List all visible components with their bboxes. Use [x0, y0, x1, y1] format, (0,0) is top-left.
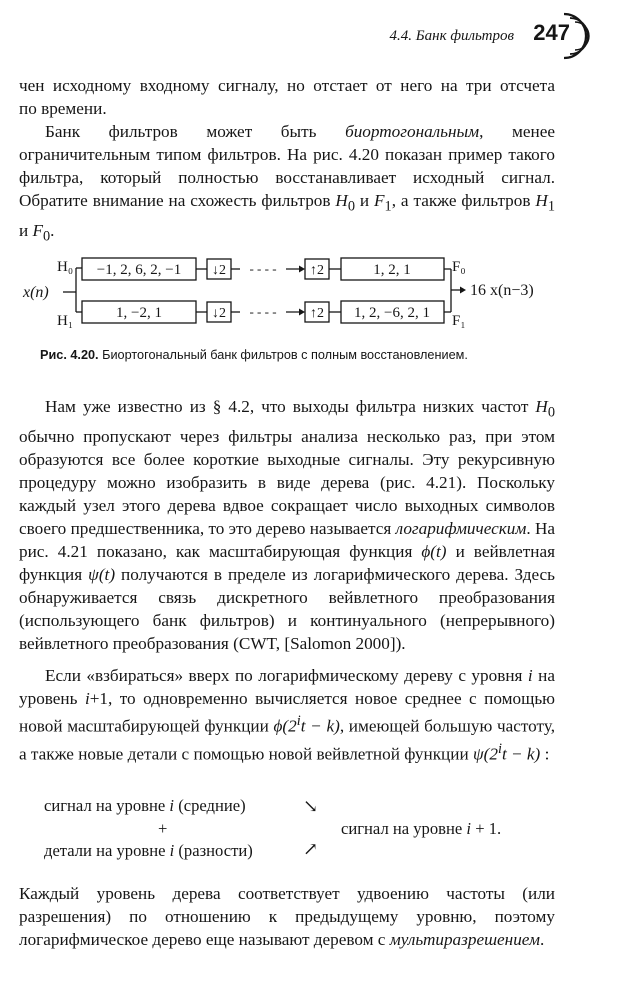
- downsampler-lower: ↓2: [212, 306, 226, 321]
- figure-caption-text: Биортогональный банк фильтров с полным восстановлением.: [98, 348, 468, 362]
- upper-branch-label: H₀: [57, 259, 74, 275]
- dots-upper: - - - -: [249, 261, 277, 276]
- paragraph-log-tree: Нам уже известно из § 4.2, что выходы фильтра низких частот $H_0$ обычно пропускают через фильтры анализа несколько раз, при этом образуются все более короткие выходные сигналы. Эту рекурсивную процедуру можно изобразить в виде дерева (рис. 4.21). Поскольку каждый узел этого дерева вдвое сокращает число выходных символов своего предшественника, то это дерево называется логарифмическим. На рис. 4.21 показано, как масштабирующая функция ϕ(t) и вейвлетная функция ψ(t) получаются в пределе из логарифмического дерева. Здесь обнаруживается связь дискретного вейвлетного преобразования (использующего банк фильтров) и континуального (непрерывного) вейвлетного преобразования (CWT, [Salomon 2000]).: [19, 397, 555, 654]
- paragraph-multiresolution: Каждый уровень дерева соответствует удвоению частоты (или разрешения) по отношению к предыдущему уровню, поэтому логарифмическое дерево еще называют деревом с мультиразрешением.: [19, 884, 555, 950]
- running-header-title: 4.4. Банк фильтров: [389, 28, 514, 44]
- text-line: по времени.: [19, 99, 107, 119]
- details-line: детали на уровне i (разности): [44, 841, 253, 860]
- page-number: 247: [533, 20, 570, 45]
- input-signal-label: x(n): [23, 284, 49, 301]
- output-signal-label: 16 x(n−3): [470, 282, 534, 299]
- paragraph-continuation: [19, 74, 555, 120]
- paragraph-filter-bank: Банк фильтров может быть биортогональным, менее ограничительным типом фильтров. На рис. 4.20 показан пример такого фильтра, который полностью восстанавливает исходный сигнал. Обратите внимание на схожесть фильтров $H_0$ и $F_1$, а также фильтров $H_1$ и $F_0$.: [19, 122, 556, 245]
- arrow-down-right-icon: ↘: [303, 796, 319, 816]
- term-biorthogonal: биортогональным: [345, 122, 480, 141]
- f1-label: F₁: [452, 313, 466, 329]
- filter-bank-figure: [0, 250, 630, 340]
- figure-caption: [40, 348, 468, 362]
- downsampler-upper: ↓2: [212, 263, 226, 278]
- upsampler-upper: ↑2: [310, 263, 324, 278]
- paragraph-climbing-tree: Если «взбираться» вверх по логарифмическому дереву с уровня i на уровень i+1, то одновременно вычисляется новое среднее с помощью новой масштабирующей функции $\phi(2^it - k)$, имеющей большую частоту, а также новые детали с помощью новой вейвлетной функции $\psi(2^it - k)$ :: [19, 666, 556, 764]
- term-logarithmic: логарифмическим: [395, 518, 527, 538]
- f0-label: F₀: [452, 259, 466, 275]
- lower-branch-label: H₁: [57, 313, 74, 329]
- dots-lower: - - - -: [249, 304, 277, 319]
- level-combination-diagram: [0, 790, 630, 870]
- text-line: чен исходному входному сигналу, но отстает от него на три отсчета: [19, 76, 555, 95]
- page-number-arc-icon: [558, 10, 590, 62]
- average-line: сигнал на уровне i (средние): [44, 796, 246, 815]
- term-multiresolution: мультиразрешением: [389, 930, 540, 950]
- figure-caption-label: Рис. 4.20.: [40, 348, 99, 362]
- upsampler-lower: ↑2: [310, 306, 324, 321]
- page-header: [0, 0, 630, 70]
- result-line: сигнал на уровне i + 1.: [341, 819, 502, 838]
- f1-filter-coefficients: 1, 2, −6, 2, 1: [354, 305, 430, 321]
- f0-filter-coefficients: 1, 2, 1: [373, 262, 411, 278]
- plus-sign: +: [158, 819, 168, 838]
- h1-filter-coefficients: 1, −2, 1: [116, 305, 162, 321]
- arrow-up-right-icon: ↗: [303, 839, 319, 859]
- h0-filter-coefficients: −1, 2, 6, 2, −1: [96, 262, 182, 278]
